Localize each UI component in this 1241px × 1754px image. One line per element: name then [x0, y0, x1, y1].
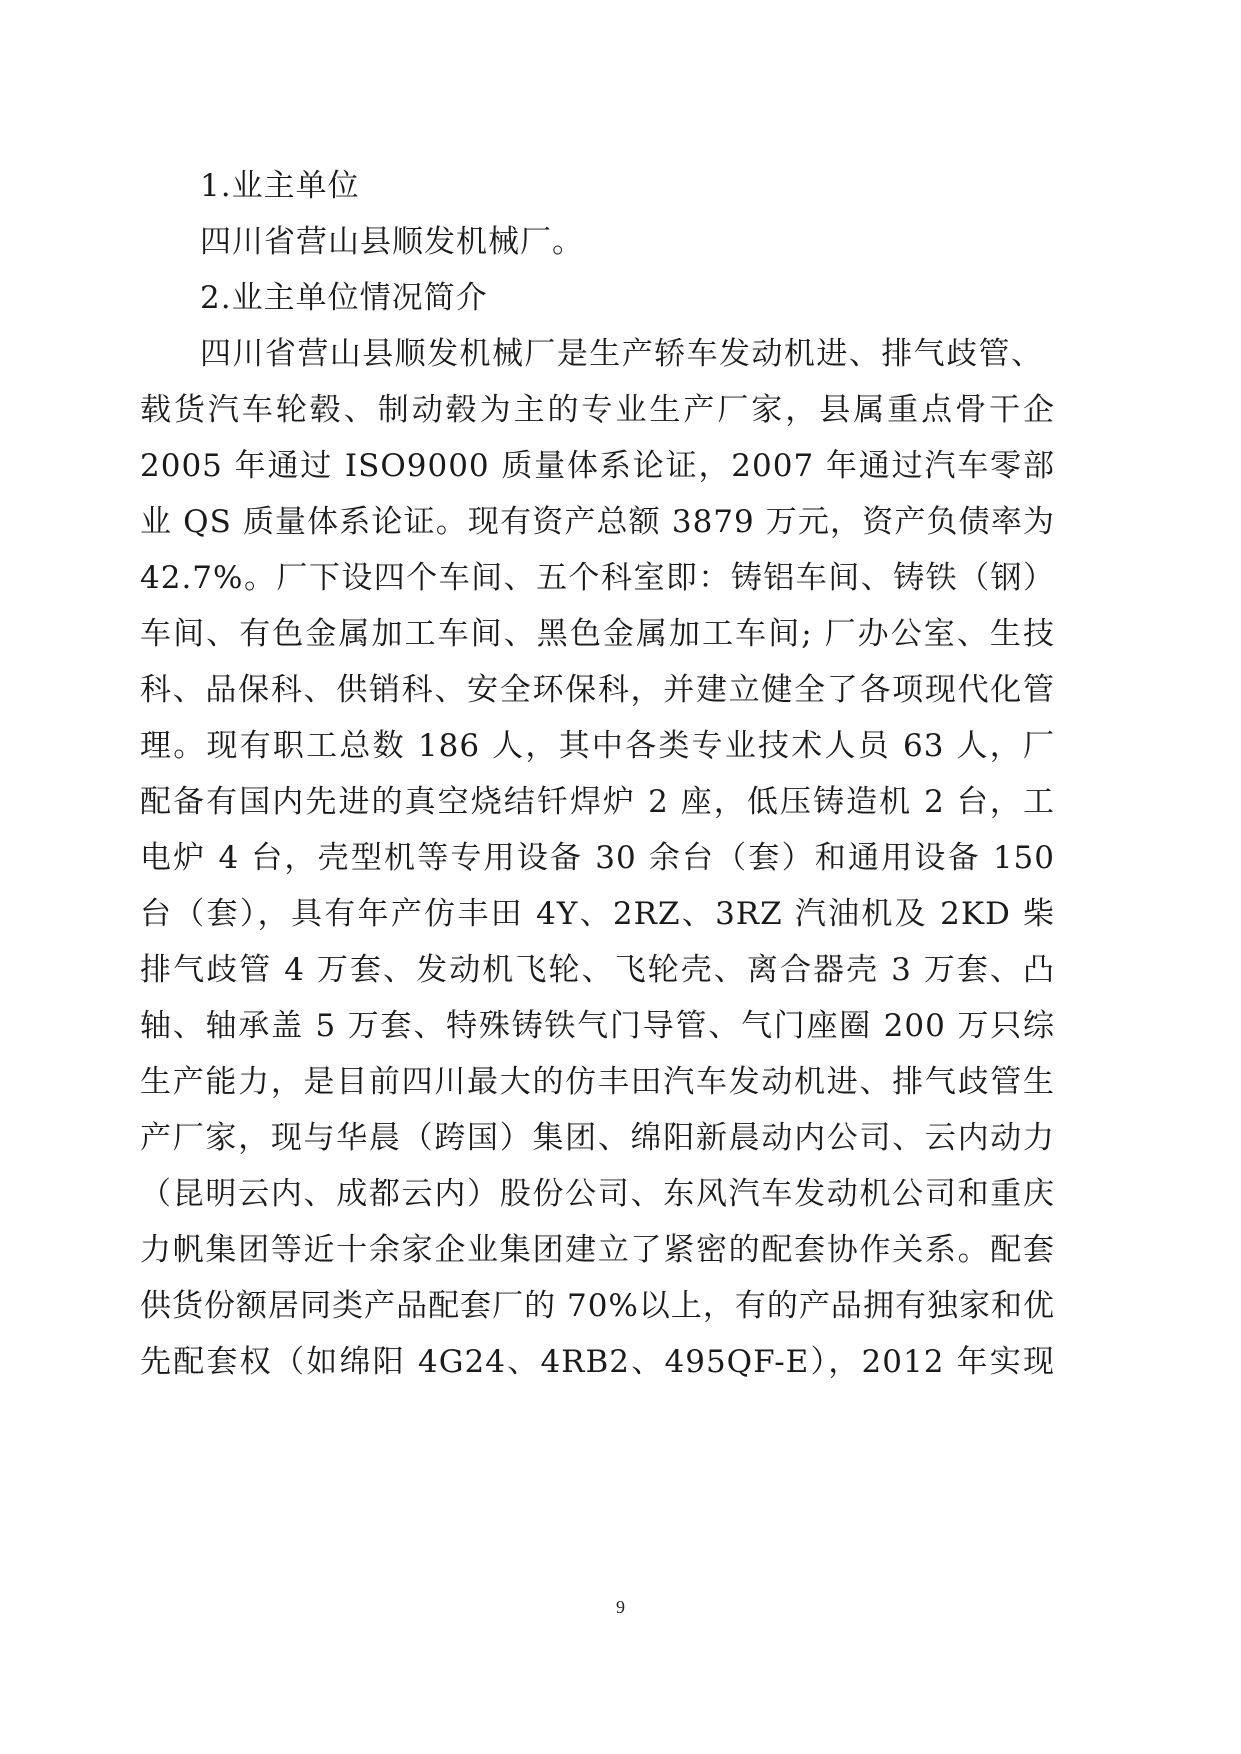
body-line-16: （昆明云内、成都云内）股份公司、东风汽车发动机公司和重庆: [140, 1176, 1055, 1212]
section-heading-2: 2.业主单位情况简介: [200, 280, 488, 316]
body-line-14: 生产能力，是目前四川最大的仿丰田汽车发动机进、排气歧管生: [140, 1064, 1055, 1100]
body-line-15: 产厂家，现与华晨（跨国）集团、绵阳新晨动内公司、云内动力: [140, 1120, 1055, 1156]
page-number: 9: [616, 1597, 625, 1617]
body-line-4: 业 QS 质量体系论证。现有资产总额 3879 万元，资产负债率为: [140, 504, 1055, 540]
body-line-18: 供货份额居同类产品配套厂的 70%以上，有的产品拥有独家和优: [140, 1288, 1055, 1324]
body-line-7: 科、品保科、供销科、安全环保科，并建立健全了各项现代化管: [140, 672, 1055, 708]
body-line-5: 42.7%。厂下设四个车间、五个科室即：铸铝车间、铸铁（钢）: [140, 560, 1055, 596]
body-line-19: 先配套权（如绵阳 4G24、4RB2、495QF-E），2012 年实现: [140, 1344, 1055, 1380]
body-line-9: 配备有国内先进的真空烧结钎焊炉 2 座，低压铸造机 2 台，工: [140, 784, 1055, 820]
body-line-1: 四川省营山县顺发机械厂是生产轿车发动机进、排气歧管、: [200, 336, 1043, 372]
body-line-12: 排气歧管 4 万套、发动机飞轮、飞轮壳、离合器壳 3 万套、凸: [140, 952, 1055, 988]
body-line-13: 轴、轴承盖 5 万套、特殊铸铁气门导管、气门座圈 200 万只综: [140, 1008, 1055, 1044]
body-line-6: 车间、有色金属加工车间、黑色金属加工车间; 厂办公室、生技: [140, 616, 1055, 652]
body-line-3: 2005 年通过 ISO9000 质量体系论证，2007 年通过汽车零部: [140, 448, 1055, 484]
body-line-8: 理。现有职工总数 186 人，其中各类专业技术人员 63 人，厂: [140, 728, 1055, 764]
body-line-10: 电炉 4 台，壳型机等专用设备 30 余台（套）和通用设备 150: [140, 840, 1055, 876]
section-heading-1: 1.业主单位: [200, 168, 360, 204]
body-line-17: 力帆集团等近十余家企业集团建立了紧密的配套协作关系。配套: [140, 1232, 1055, 1268]
body-line-2: 载货汽车轮毂、制动毂为主的专业生产厂家，县属重点骨干企: [140, 392, 1055, 428]
body-line-11: 台（套），具有年产仿丰田 4Y、2RZ、3RZ 汽油机及 2KD 柴: [140, 896, 1055, 932]
owner-unit-name: 四川省营山县顺发机械厂。: [200, 224, 584, 260]
